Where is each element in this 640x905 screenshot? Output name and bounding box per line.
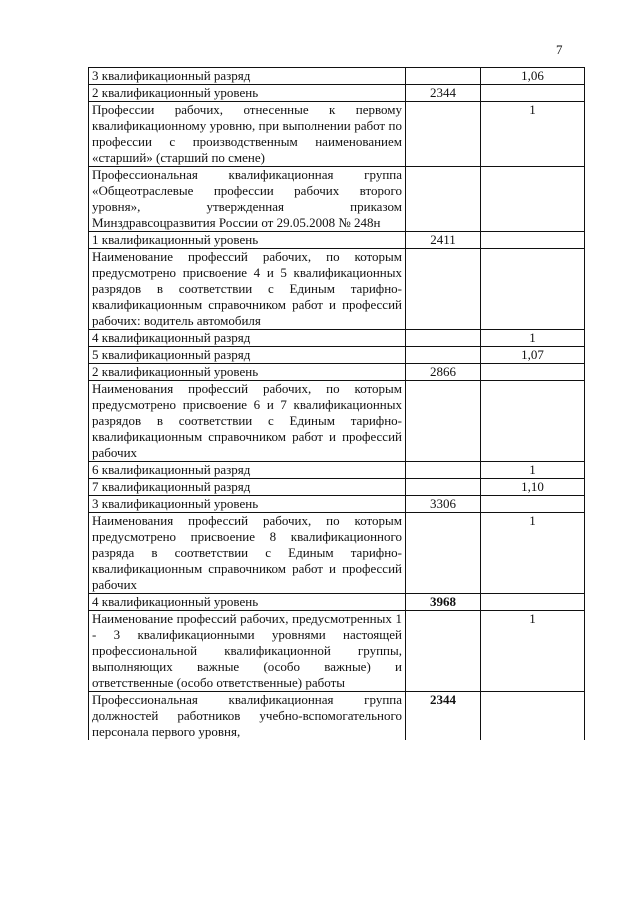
table-row	[89, 364, 585, 381]
row-salary: 2866	[406, 364, 481, 381]
row-text: 1 квалификационный уровень	[89, 232, 406, 249]
row-coef: 1	[481, 330, 585, 347]
row-text: 7 квалификационный разряд	[89, 479, 406, 496]
table-row	[89, 85, 585, 102]
row-text: 3 квалификационный уровень	[89, 496, 406, 513]
row-coef	[481, 85, 585, 102]
row-coef: 1	[481, 513, 585, 594]
row-coef	[481, 381, 585, 462]
row-text: 6 квалификационный разряд	[89, 462, 406, 479]
row-salary: 3968	[406, 594, 481, 611]
row-salary	[406, 102, 481, 167]
row-text: 4 квалификационный уровень	[89, 594, 406, 611]
row-text: Наименования профессий рабочих, по которым предусмотрено присвоение 6 и 7 квалификационных разрядов в соответствии с Единым тарифно-квалификационным справочником работ и профессий рабочих	[89, 381, 406, 462]
row-salary	[406, 68, 481, 85]
table-row	[89, 479, 585, 496]
row-salary: 2344	[406, 692, 481, 741]
table-row	[89, 496, 585, 513]
row-text: 2 квалификационный уровень	[89, 85, 406, 102]
table-row	[89, 381, 585, 462]
row-salary: 3306	[406, 496, 481, 513]
row-text: 4 квалификационный разряд	[89, 330, 406, 347]
row-salary	[406, 479, 481, 496]
row-salary	[406, 347, 481, 364]
row-coef: 1,10	[481, 479, 585, 496]
row-coef: 1	[481, 611, 585, 692]
row-salary	[406, 611, 481, 692]
table-row	[89, 167, 585, 232]
row-coef	[481, 167, 585, 232]
table-row	[89, 347, 585, 364]
row-coef	[481, 692, 585, 741]
table-row	[89, 594, 585, 611]
row-text: Наименование профессий рабочих, предусмотренных 1 - 3 квалификационными уровнями настоящей профессиональной квалификационной группы, выполняющих важные (особо важные) и ответственные (особо ответственные) работы	[89, 611, 406, 692]
row-text: 3 квалификационный разряд	[89, 68, 406, 85]
table-row	[89, 330, 585, 347]
row-text: Профессиональная квалификационная группа должностей работников учебно-вспомогательного персонала первого уровня,	[89, 692, 406, 741]
row-text: Наименование профессий рабочих, по которым предусмотрено присвоение 4 и 5 квалификационных разрядов в соответствии с Единым тарифно-квалификационным справочником работ и профессий рабочих: водитель автомобиля	[89, 249, 406, 330]
table-row	[89, 611, 585, 692]
table-row	[89, 513, 585, 594]
row-salary	[406, 381, 481, 462]
row-salary	[406, 167, 481, 232]
row-salary: 2411	[406, 232, 481, 249]
row-text: Профессии рабочих, отнесенные к первому квалификационному уровню, при выполнении работ по профессии с производственным наименованием «старший» (старший по смене)	[89, 102, 406, 167]
row-coef	[481, 232, 585, 249]
row-text: 5 квалификационный разряд	[89, 347, 406, 364]
row-salary	[406, 330, 481, 347]
row-salary	[406, 513, 481, 594]
row-text: 2 квалификационный уровень	[89, 364, 406, 381]
row-coef	[481, 594, 585, 611]
row-salary	[406, 249, 481, 330]
row-coef: 1	[481, 462, 585, 479]
row-text: Профессиональная квалификационная группа «Общеотраслевые профессии рабочих второго уровня», утвержденная приказом Минздравсоцразвития России от 29.05.2008 № 248н	[89, 167, 406, 232]
table-row	[89, 102, 585, 167]
page-number: 7	[556, 42, 563, 57]
table-row	[89, 462, 585, 479]
row-text: Наименования профессий рабочих, по которым предусмотрено присвоение 8 квалификационного разряда в соответствии с Единым тарифно-квалификационным справочником работ и профессий рабочих	[89, 513, 406, 594]
table-row	[89, 692, 585, 741]
row-coef	[481, 249, 585, 330]
row-coef	[481, 364, 585, 381]
salary-table	[88, 67, 585, 740]
table-row	[89, 249, 585, 330]
row-coef: 1,07	[481, 347, 585, 364]
row-salary: 2344	[406, 85, 481, 102]
row-coef: 1,06	[481, 68, 585, 85]
table-row	[89, 68, 585, 85]
row-salary	[406, 462, 481, 479]
row-coef	[481, 496, 585, 513]
row-coef: 1	[481, 102, 585, 167]
table-row	[89, 232, 585, 249]
